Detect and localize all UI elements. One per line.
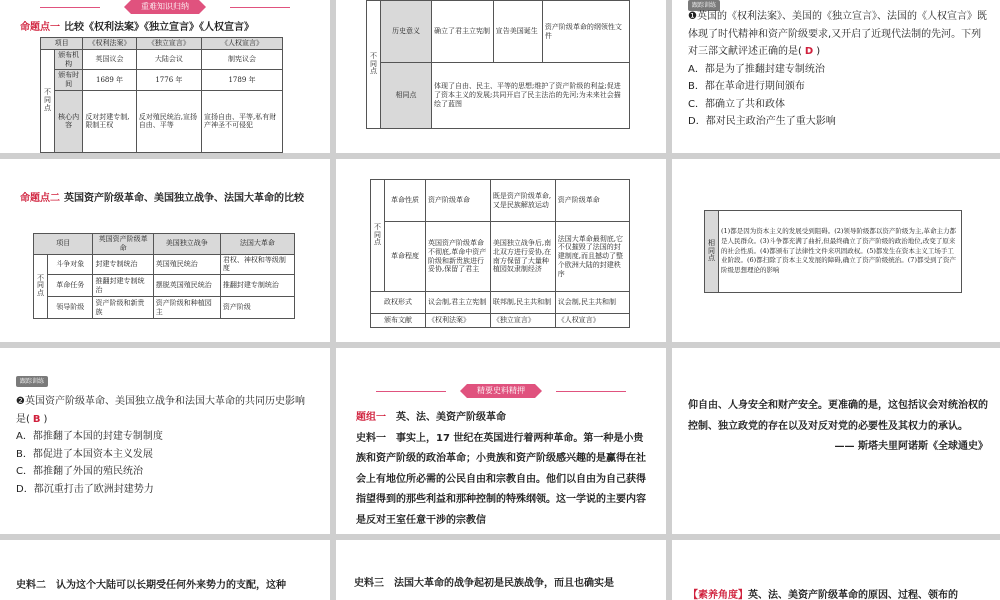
table-header: 《权利法案》 (83, 38, 136, 50)
passage-text: 史料一 事实上，17 世纪在英国进行着两种革命。第一种是小贵族和资产阶级的政治革命；小贵族和资产阶级感兴趣的是赢得在社会上有地位所必需的公民自由和宗教自由。他们以自由为自己获得指望得到的那些利益和那种控制的特殊纲领。这一学说的主要内容是反对王室任意干涉的宗教信 (356, 432, 646, 526)
ribbon-line-left (40, 7, 100, 8)
topic-heading (20, 20, 254, 36)
question-block (688, 8, 988, 131)
table-cell: 资产阶级 (220, 297, 294, 319)
table-cell: 体现了自由、民主、平等的思想;维护了资产阶级的利益;促进了资本主义的发展;共同开启了民主法治的先河;为未来社会描绘了蓝图 (432, 63, 630, 129)
table-header: 项目 (34, 234, 93, 255)
table-cell: (1)都是因为资本主义的发展受到阻碍。(2)领导阶级都以资产阶级为主,革命主力都是人民群众。(3)斗争都充满了曲折,但最终确立了资产阶级的政治地位,改变了原来的社会性质。(4)都颁布了法律性文件来巩固政权。(5)都发生在资本主义工场手工业阶段。(6)都扫除了资本主义发展的障碍,确立了资产阶级统治。(7)都受到了资产阶级思想理论的影响 (719, 211, 962, 293)
table-header: 英国资产阶级革命 (93, 234, 153, 255)
table-cell: 确立了君主立宪制 (432, 1, 494, 63)
slide-4 (0, 159, 330, 342)
revolution-table-continued (370, 179, 630, 328)
section-ribbon: 精要史料精押 (467, 384, 535, 398)
table-cell: 宣扬自由、平等,私有财产神圣不可侵犯 (201, 90, 282, 152)
row-group-label: 不同点 (41, 49, 55, 152)
table-header: 美国独立战争 (153, 234, 220, 255)
option-b: B．都在革命进行期间颁布 (688, 81, 805, 92)
row-label: 历史意义 (381, 1, 432, 63)
option-d: D．都对民主政治产生了重大影响 (688, 116, 836, 127)
table-cell: 1776 年 (136, 70, 201, 91)
row-label: 领导阶级 (48, 297, 93, 319)
table-cell: 宣告美国诞生 (493, 1, 542, 63)
table-cell: 英国议会 (83, 49, 136, 70)
topic-text: 英国资产阶级革命、美国独立战争、法国大革命的比较 (64, 193, 304, 204)
group-label: 题组一 (356, 412, 386, 423)
row-label: 相同点 (381, 63, 432, 129)
table-cell: 资产阶级和种植园主 (153, 297, 220, 319)
table-cell: 资产阶级和新贵族 (93, 297, 153, 319)
group-heading (356, 408, 652, 429)
topic-text: 比较《权利法案》《独立宣言》《人权宣言》 (64, 22, 254, 33)
table-cell: 既是资产阶级革命,又是民族解放运动 (490, 180, 555, 222)
practice-tag: 跟踪训练 (688, 0, 720, 11)
slide-12 (672, 540, 1000, 600)
passage-source: —— 斯塔夫里阿诺斯《全球通史》 (834, 441, 988, 452)
table-cell: 推翻封建专制统治 (220, 275, 294, 297)
table-cell: 联邦制,民主共和制 (490, 292, 555, 314)
row-group-label: 不同点 (371, 180, 385, 292)
row-label: 颁布时间 (55, 70, 83, 91)
option-c: C．都推翻了外国的殖民统治 (16, 466, 143, 477)
table-header: 项目 (41, 38, 83, 50)
table-cell: 反对封建专制,限制王权 (83, 90, 136, 152)
question-close: ) (43, 413, 48, 425)
revolution-table (33, 233, 295, 319)
question-text: ❶英国的《权利法案》、美国的《独立宣言》、法国的《人权宣言》既体现了时代精神和资产阶级要求,又开启了近现代法制的先河。下列对三部文献评述正确的是( (688, 11, 987, 57)
row-group-label: 不同点 (367, 1, 381, 129)
group-text: 英、法、美资产阶级革命 (396, 412, 506, 423)
row-label: 革命任务 (48, 275, 93, 297)
table-header: 《独立宣言》 (136, 38, 201, 50)
answer-letter: D (804, 46, 814, 57)
question-block (16, 393, 312, 498)
literacy-block (688, 586, 1000, 600)
slide-8 (336, 348, 666, 534)
table-cell: 《独立宣言》 (490, 314, 555, 328)
table-cell: 资产阶级革命的纲领性文件 (542, 1, 629, 63)
ribbon-line-right (556, 391, 626, 392)
similarities-table (704, 210, 962, 293)
question-close: ) (816, 46, 821, 57)
slide-2 (336, 0, 666, 153)
ribbon-line-right (230, 7, 290, 8)
row-group-label: 不同点 (34, 254, 48, 319)
table-cell: 推翻封建专制统治 (93, 275, 153, 297)
slide-10 (0, 540, 330, 600)
table-cell: 议会制,民主共和制 (555, 292, 629, 314)
table-cell: 《权利法案》 (426, 314, 491, 328)
option-d: D．都沉重打击了欧洲封建势力 (16, 483, 154, 495)
row-label: 颁布机构 (55, 49, 83, 70)
literacy-label: 【素养角度】 (688, 590, 748, 600)
comparison-table-continued (366, 0, 630, 129)
row-label: 政权形式 (371, 292, 426, 314)
table-cell: 美国独立战争后,南北双方进行妥协,在南方保留了大量种植园奴隶制经济 (490, 222, 555, 292)
slide-1 (0, 0, 330, 153)
section-ribbon: 重难知识归纳 (131, 0, 199, 14)
topic-label: 命题点一 (20, 22, 60, 33)
option-c: C．都确立了共和政体 (688, 98, 785, 110)
slide-11 (336, 540, 666, 600)
table-cell: 君权、神权和等级制度 (220, 254, 294, 275)
ribbon-line-left (376, 391, 446, 392)
table-cell: 1789 年 (201, 70, 282, 91)
row-label: 斗争对象 (48, 254, 93, 275)
passage-block (688, 396, 988, 458)
slide-6 (672, 159, 1000, 342)
table-cell: 制宪议会 (201, 49, 282, 70)
slide-5 (336, 159, 666, 342)
literacy-text: 英、法、美资产阶级革命的原因、过程、领布的 (748, 590, 958, 600)
option-a: A．都推翻了本国的封建专制制度 (16, 431, 163, 442)
passage-block (356, 408, 652, 531)
table-cell: 大陆会议 (136, 49, 201, 70)
practice-tag: 跟踪训练 (16, 376, 48, 387)
topic-heading (20, 191, 320, 207)
option-a: A．都是为了推翻封建专制统治 (688, 63, 825, 75)
table-cell: 《人权宣言》 (555, 314, 629, 328)
slide-7 (0, 348, 330, 534)
answer-letter: B (32, 413, 41, 425)
row-label: 革命程度 (385, 222, 426, 292)
table-cell: 资产阶级革命 (426, 180, 491, 222)
row-label: 相同点 (705, 211, 719, 293)
comparison-table (40, 37, 283, 153)
row-label: 革命性质 (385, 180, 426, 222)
table-cell: 议会制,君主立宪制 (426, 292, 491, 314)
table-cell: 封建专制统治 (93, 254, 153, 275)
passage-text: 史料二 认为这个大陆可以长期受任何外来势力的支配，这种 (16, 580, 286, 591)
passage-text: 史料三 法国大革命的战争起初是民族战争，而且也确实是 (354, 578, 614, 589)
topic-label: 命题点二 (20, 193, 60, 204)
table-header: 《人权宣言》 (201, 38, 282, 50)
table-cell: 法国大革命最彻底,它不仅摧毁了法国的封建制度,而且撼动了整个欧洲大陆的封建秩序 (555, 222, 629, 292)
slide-9 (672, 348, 1000, 534)
table-cell: 1689 年 (83, 70, 136, 91)
row-label: 颁布文献 (371, 314, 426, 328)
option-b: B．都促进了本国资本主义发展 (16, 448, 153, 460)
table-cell: 英国资产阶级革命不彻底,革命中资产阶级和新贵族进行妥协,保留了君主 (426, 222, 491, 292)
table-cell: 资产阶级革命 (555, 180, 629, 222)
passage-text: 仰自由、人身安全和财产安全。更准确的是，这包括议会对统治权的控制、独立政党的存在以及对反对党的必要性及其权力的承认。 (688, 400, 988, 432)
row-label: 核心内容 (55, 90, 83, 152)
table-header: 法国大革命 (220, 234, 294, 255)
table-cell: 反对殖民统治,宣扬自由、平等 (136, 90, 201, 152)
table-cell: 英国殖民统治 (153, 254, 220, 275)
slide-3 (672, 0, 1000, 153)
table-cell: 摆脱英国殖民统治 (153, 275, 220, 297)
question-text: ❷英国资产阶级革命、美国独立战争和法国大革命的共同历史影响是( (16, 396, 305, 425)
